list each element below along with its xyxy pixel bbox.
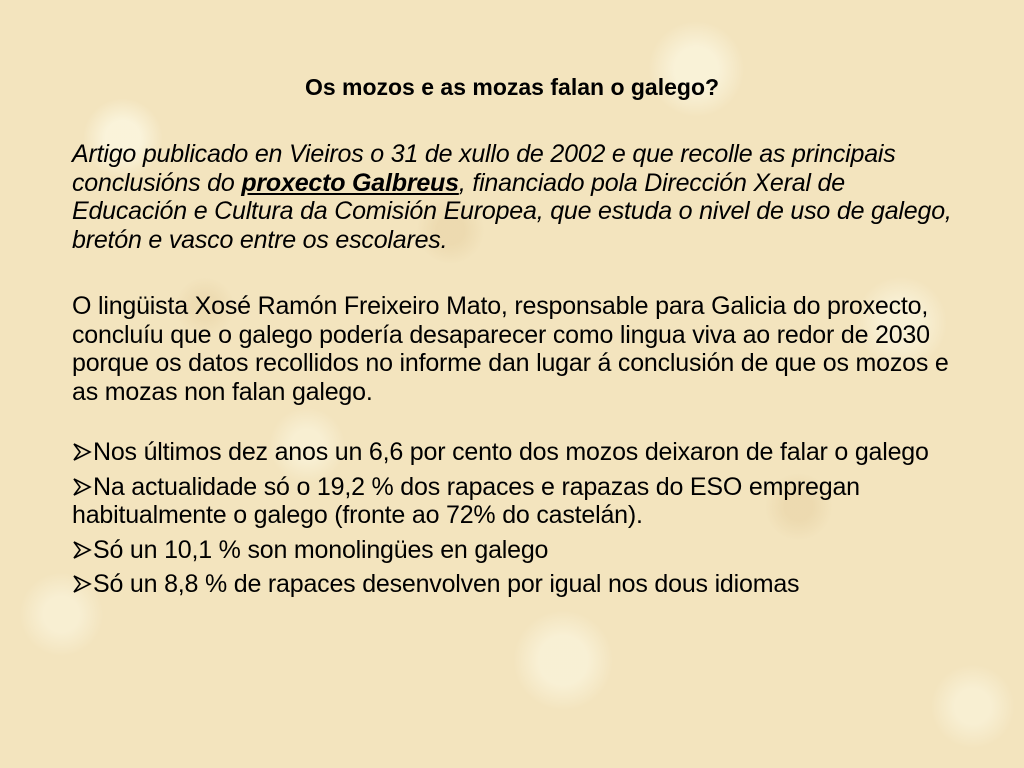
list-item	[72, 536, 972, 565]
arrowhead-bullet-icon	[72, 442, 92, 462]
arrowhead-bullet-icon	[72, 574, 92, 594]
list-item	[72, 570, 972, 599]
galbreus-project-link[interactable]: proxecto Galbreus	[241, 168, 459, 197]
article-text-end: , financiado pola Dirección Xeral de Educación e Cultura da Comisión Europea, que estuda o nivel de uso de galego, bretón e vasco entre os escolares.	[72, 168, 952, 254]
linguist-paragraph: O lingüista Xosé Ramón Freixeiro Mato, responsable para Galicia do proxecto, concluíu que o galego podería desaparecer como lingua viva ao redor de 2030 porque os datos recollidos no informe dan lugar á conclusión de que os mozos e as mozas non falan galego.	[72, 292, 949, 406]
arrowhead-bullet-icon	[72, 477, 92, 497]
article-paragraph	[72, 140, 952, 254]
article-text-start: Artigo publicado en Vieiros o 31 de xullo de 2002 e que recolle as principais conclusións do	[72, 140, 896, 197]
bullet-text: Nos últimos dez anos un 6,6 por cento dos mozos deixaron de falar o galego	[93, 438, 929, 466]
bullet-text: Só un 8,8 % de rapaces desenvolven por igual nos dous idiomas	[93, 570, 800, 598]
list-item	[72, 438, 972, 467]
list-item	[72, 473, 972, 530]
bullet-text: Só un 10,1 % son monolingües en galego	[93, 535, 549, 564]
arrowhead-bullet-icon	[72, 540, 92, 560]
statistics-list	[72, 438, 972, 605]
bullet-text: Na actualidade só o 19,2 % dos rapaces e rapazas do ESO empregan habitualmente o galego (fronte ao 72% do castelán).	[72, 472, 860, 529]
slide-title: Os mozos e as mozas falan o galego?	[304, 74, 720, 100]
